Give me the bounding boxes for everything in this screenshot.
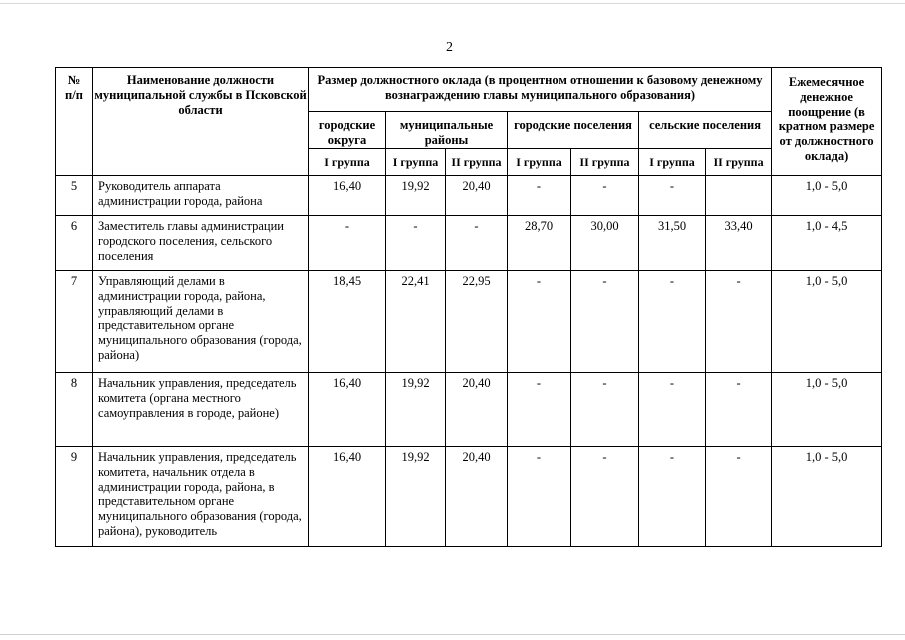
cell-monthly-bonus: 1,0 - 4,5 [772, 216, 882, 271]
table-row [56, 216, 882, 271]
cell-rural-settlements-g1: - [639, 447, 706, 547]
position-name: Управляющий делами в администрации города, района, управляющий делами в представительном органе муниципального образования (города, района) [93, 271, 309, 373]
cell-municipal-districts-g1: 19,92 [386, 373, 446, 447]
header-group: II группа [706, 149, 772, 176]
cell-municipal-districts-g1: 19,92 [386, 447, 446, 547]
bottom-scan-line [0, 634, 905, 635]
position-name: Заместитель главы администрации городского поселения, сельского поселения [93, 216, 309, 271]
cell-municipal-districts-g1: - [386, 216, 446, 271]
header-group: I группа [508, 149, 571, 176]
cell-municipal-districts-g1: 19,92 [386, 176, 446, 216]
header-group: I группа [639, 149, 706, 176]
table-row [56, 447, 882, 547]
header-urban-districts: городские округа [309, 112, 386, 149]
table-row [56, 176, 882, 216]
salary-table [55, 67, 882, 547]
cell-urban-districts-g1: 16,40 [309, 373, 386, 447]
cell-urban-settlements-g1: - [508, 176, 571, 216]
header-group: I группа [386, 149, 446, 176]
header-num: № п/п [56, 68, 93, 176]
cell-urban-settlements-g2: 30,00 [571, 216, 639, 271]
cell-urban-districts-g1: 16,40 [309, 176, 386, 216]
row-number: 8 [56, 373, 93, 447]
cell-urban-districts-g1: 16,40 [309, 447, 386, 547]
cell-urban-settlements-g1: 28,70 [508, 216, 571, 271]
position-name: Начальник управления, председатель комитета (органа местного самоуправления в городе, районе) [93, 373, 309, 447]
cell-monthly-bonus: 1,0 - 5,0 [772, 447, 882, 547]
cell-urban-settlements-g1: - [508, 447, 571, 547]
cell-rural-settlements-g1: - [639, 176, 706, 216]
header-position-name: Наименование должности муниципальной службы в Псковской области [93, 68, 309, 176]
row-number: 7 [56, 271, 93, 373]
cell-urban-settlements-g2: - [571, 176, 639, 216]
cell-rural-settlements-g1: - [639, 373, 706, 447]
table-row [56, 271, 882, 373]
cell-rural-settlements-g2: - [706, 271, 772, 373]
row-number: 9 [56, 447, 93, 547]
cell-municipal-districts-g1: 22,41 [386, 271, 446, 373]
cell-monthly-bonus: 1,0 - 5,0 [772, 271, 882, 373]
cell-urban-settlements-g2: - [571, 373, 639, 447]
cell-municipal-districts-g2: 20,40 [446, 373, 508, 447]
top-scan-line [0, 3, 905, 4]
header-rural-settlements: сельские поселения [639, 112, 772, 149]
header-group: II группа [446, 149, 508, 176]
header-municipal-districts: муниципальные районы [386, 112, 508, 149]
cell-urban-settlements-g1: - [508, 271, 571, 373]
row-number: 6 [56, 216, 93, 271]
cell-monthly-bonus: 1,0 - 5,0 [772, 373, 882, 447]
page-number: 2 [446, 40, 453, 55]
cell-monthly-bonus: 1,0 - 5,0 [772, 176, 882, 216]
cell-municipal-districts-g2: 20,40 [446, 176, 508, 216]
header-group: II группа [571, 149, 639, 176]
row-number: 5 [56, 176, 93, 216]
header-group: I группа [309, 149, 386, 176]
cell-urban-settlements-g2: - [571, 271, 639, 373]
position-name: Руководитель аппарата администрации города, района [93, 176, 309, 216]
table-row [56, 373, 882, 447]
cell-rural-settlements-g1: - [639, 271, 706, 373]
cell-municipal-districts-g2: - [446, 216, 508, 271]
header-salary-size: Размер должностного оклада (в процентном отношении к базовому денежному вознаграждению главы муниципального образования) [309, 68, 772, 112]
cell-rural-settlements-g1: 31,50 [639, 216, 706, 271]
header-urban-settlements: городские поселения [508, 112, 639, 149]
cell-municipal-districts-g2: 20,40 [446, 447, 508, 547]
header-monthly-bonus: Ежемесячное денежное поощрение (в кратном размере от должностного оклада) [772, 68, 882, 176]
cell-rural-settlements-g2: - [706, 447, 772, 547]
cell-rural-settlements-g2: - [706, 373, 772, 447]
cell-urban-districts-g1: - [309, 216, 386, 271]
cell-municipal-districts-g2: 22,95 [446, 271, 508, 373]
position-name: Начальник управления, председатель комитета, начальник отдела в администрации города, района, в представительном органе муниципального образования (города, района), руководитель [93, 447, 309, 547]
cell-rural-settlements-g2 [706, 176, 772, 216]
cell-urban-settlements-g1: - [508, 373, 571, 447]
cell-urban-districts-g1: 18,45 [309, 271, 386, 373]
cell-urban-settlements-g2: - [571, 447, 639, 547]
cell-rural-settlements-g2: 33,40 [706, 216, 772, 271]
